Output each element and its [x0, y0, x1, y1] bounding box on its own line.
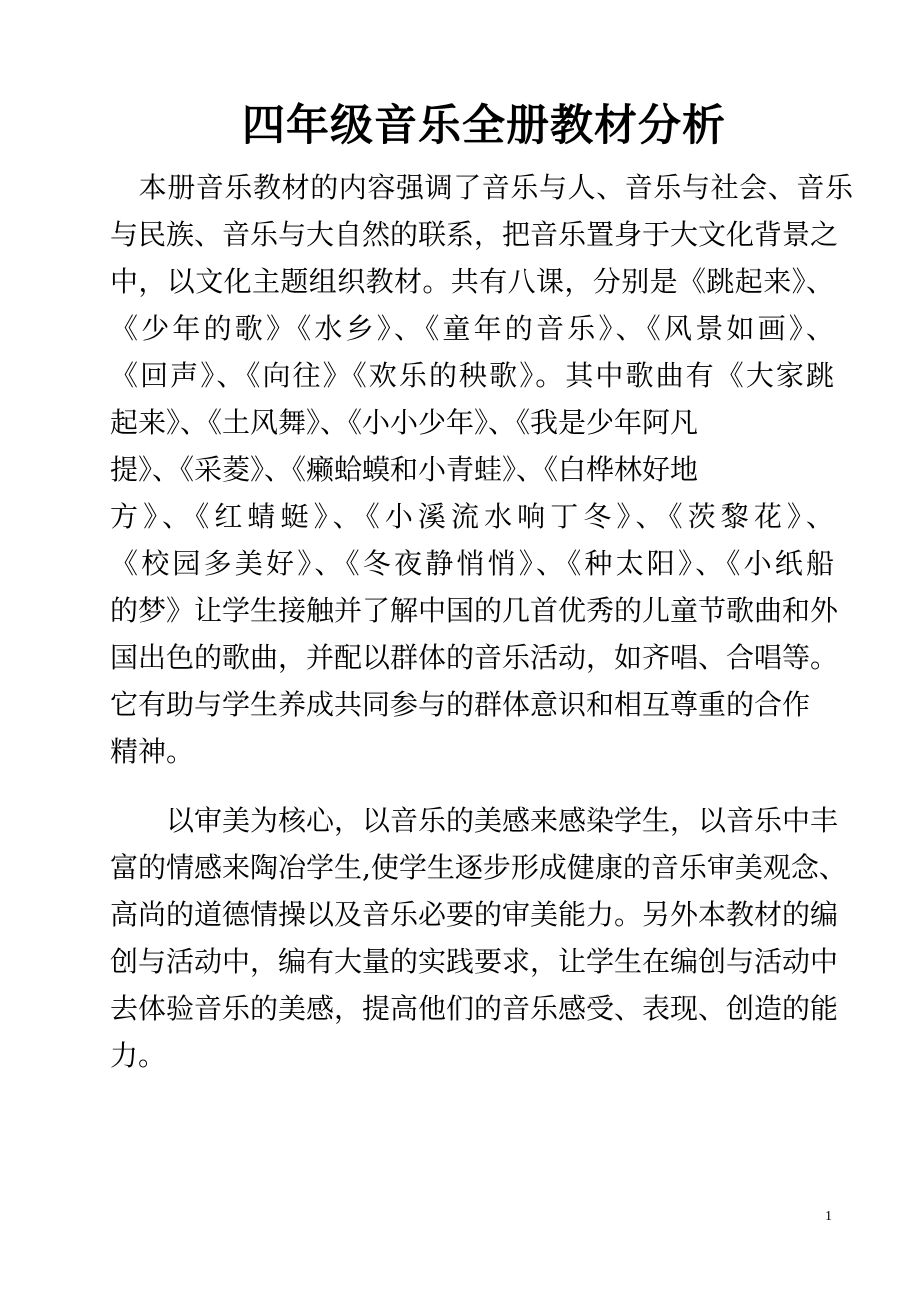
text-line: 中，以文化主题组织教材。共有八课，分别是《跳起来》、: [110, 265, 834, 298]
document-title: 四年级音乐全册教材分析: [242, 101, 726, 151]
paragraph-2: [110, 797, 847, 1079]
text-line: 方》、《红蜻蜓》、《小溪流水响丁冬》、《茨黎花》、: [110, 500, 834, 533]
text-line: 与民族、音乐与大自然的联系，把音乐置身于大文化背景之: [110, 218, 839, 251]
text-line: 本册音乐教材的内容强调了音乐与人、音乐与社会、音乐: [110, 171, 854, 204]
text-line: 以审美为核心，以音乐的美感来感染学生，以音乐中丰: [110, 804, 839, 837]
text-line: 起来》、《土风舞》、《小小少年》、《我是少年阿凡: [110, 406, 699, 439]
document-body: [110, 164, 854, 1079]
text-line: 力。: [110, 1039, 167, 1072]
text-line: 的梦》让学生接触并了解中国的几首优秀的儿童节歌曲和外: [110, 594, 839, 627]
text-line: 富的情感来陶冶学生,使学生逐步形成健康的音乐审美观念、: [110, 851, 847, 884]
text-line: 去体验音乐的美感，提高他们的音乐感受、表现、创造的能: [110, 992, 839, 1025]
text-line: 它有助与学生养成共同参与的群体意识和相互尊重的合作: [110, 688, 811, 721]
text-line: 国出色的歌曲，并配以群体的音乐活动，如齐唱、合唱等。: [110, 641, 839, 674]
paragraph-1: [110, 164, 854, 775]
text-line: 创与活动中，编有大量的实践要求，让学生在编创与活动中: [110, 945, 839, 978]
text-line: 精神。: [110, 735, 195, 768]
text-line: 提》、《采菱》、《癞蛤蟆和小青蛙》、《白桦林好地: [110, 453, 699, 486]
text-line: 《校园多美好》、《冬夜静悄悄》、《种太阳》、《小纸船: [110, 547, 834, 580]
text-line: 高尚的道德情操以及音乐必要的审美能力。另外本教材的编: [110, 898, 839, 931]
page-number: 1: [825, 1209, 832, 1224]
paragraph-gap: [110, 775, 834, 797]
text-line: 《少年的歌》《水乡》、《童年的音乐》、《风景如画》、: [110, 312, 834, 345]
text-line: 《回声》、《向往》《欢乐的秧歌》。其中歌曲有《大家跳: [110, 359, 834, 392]
